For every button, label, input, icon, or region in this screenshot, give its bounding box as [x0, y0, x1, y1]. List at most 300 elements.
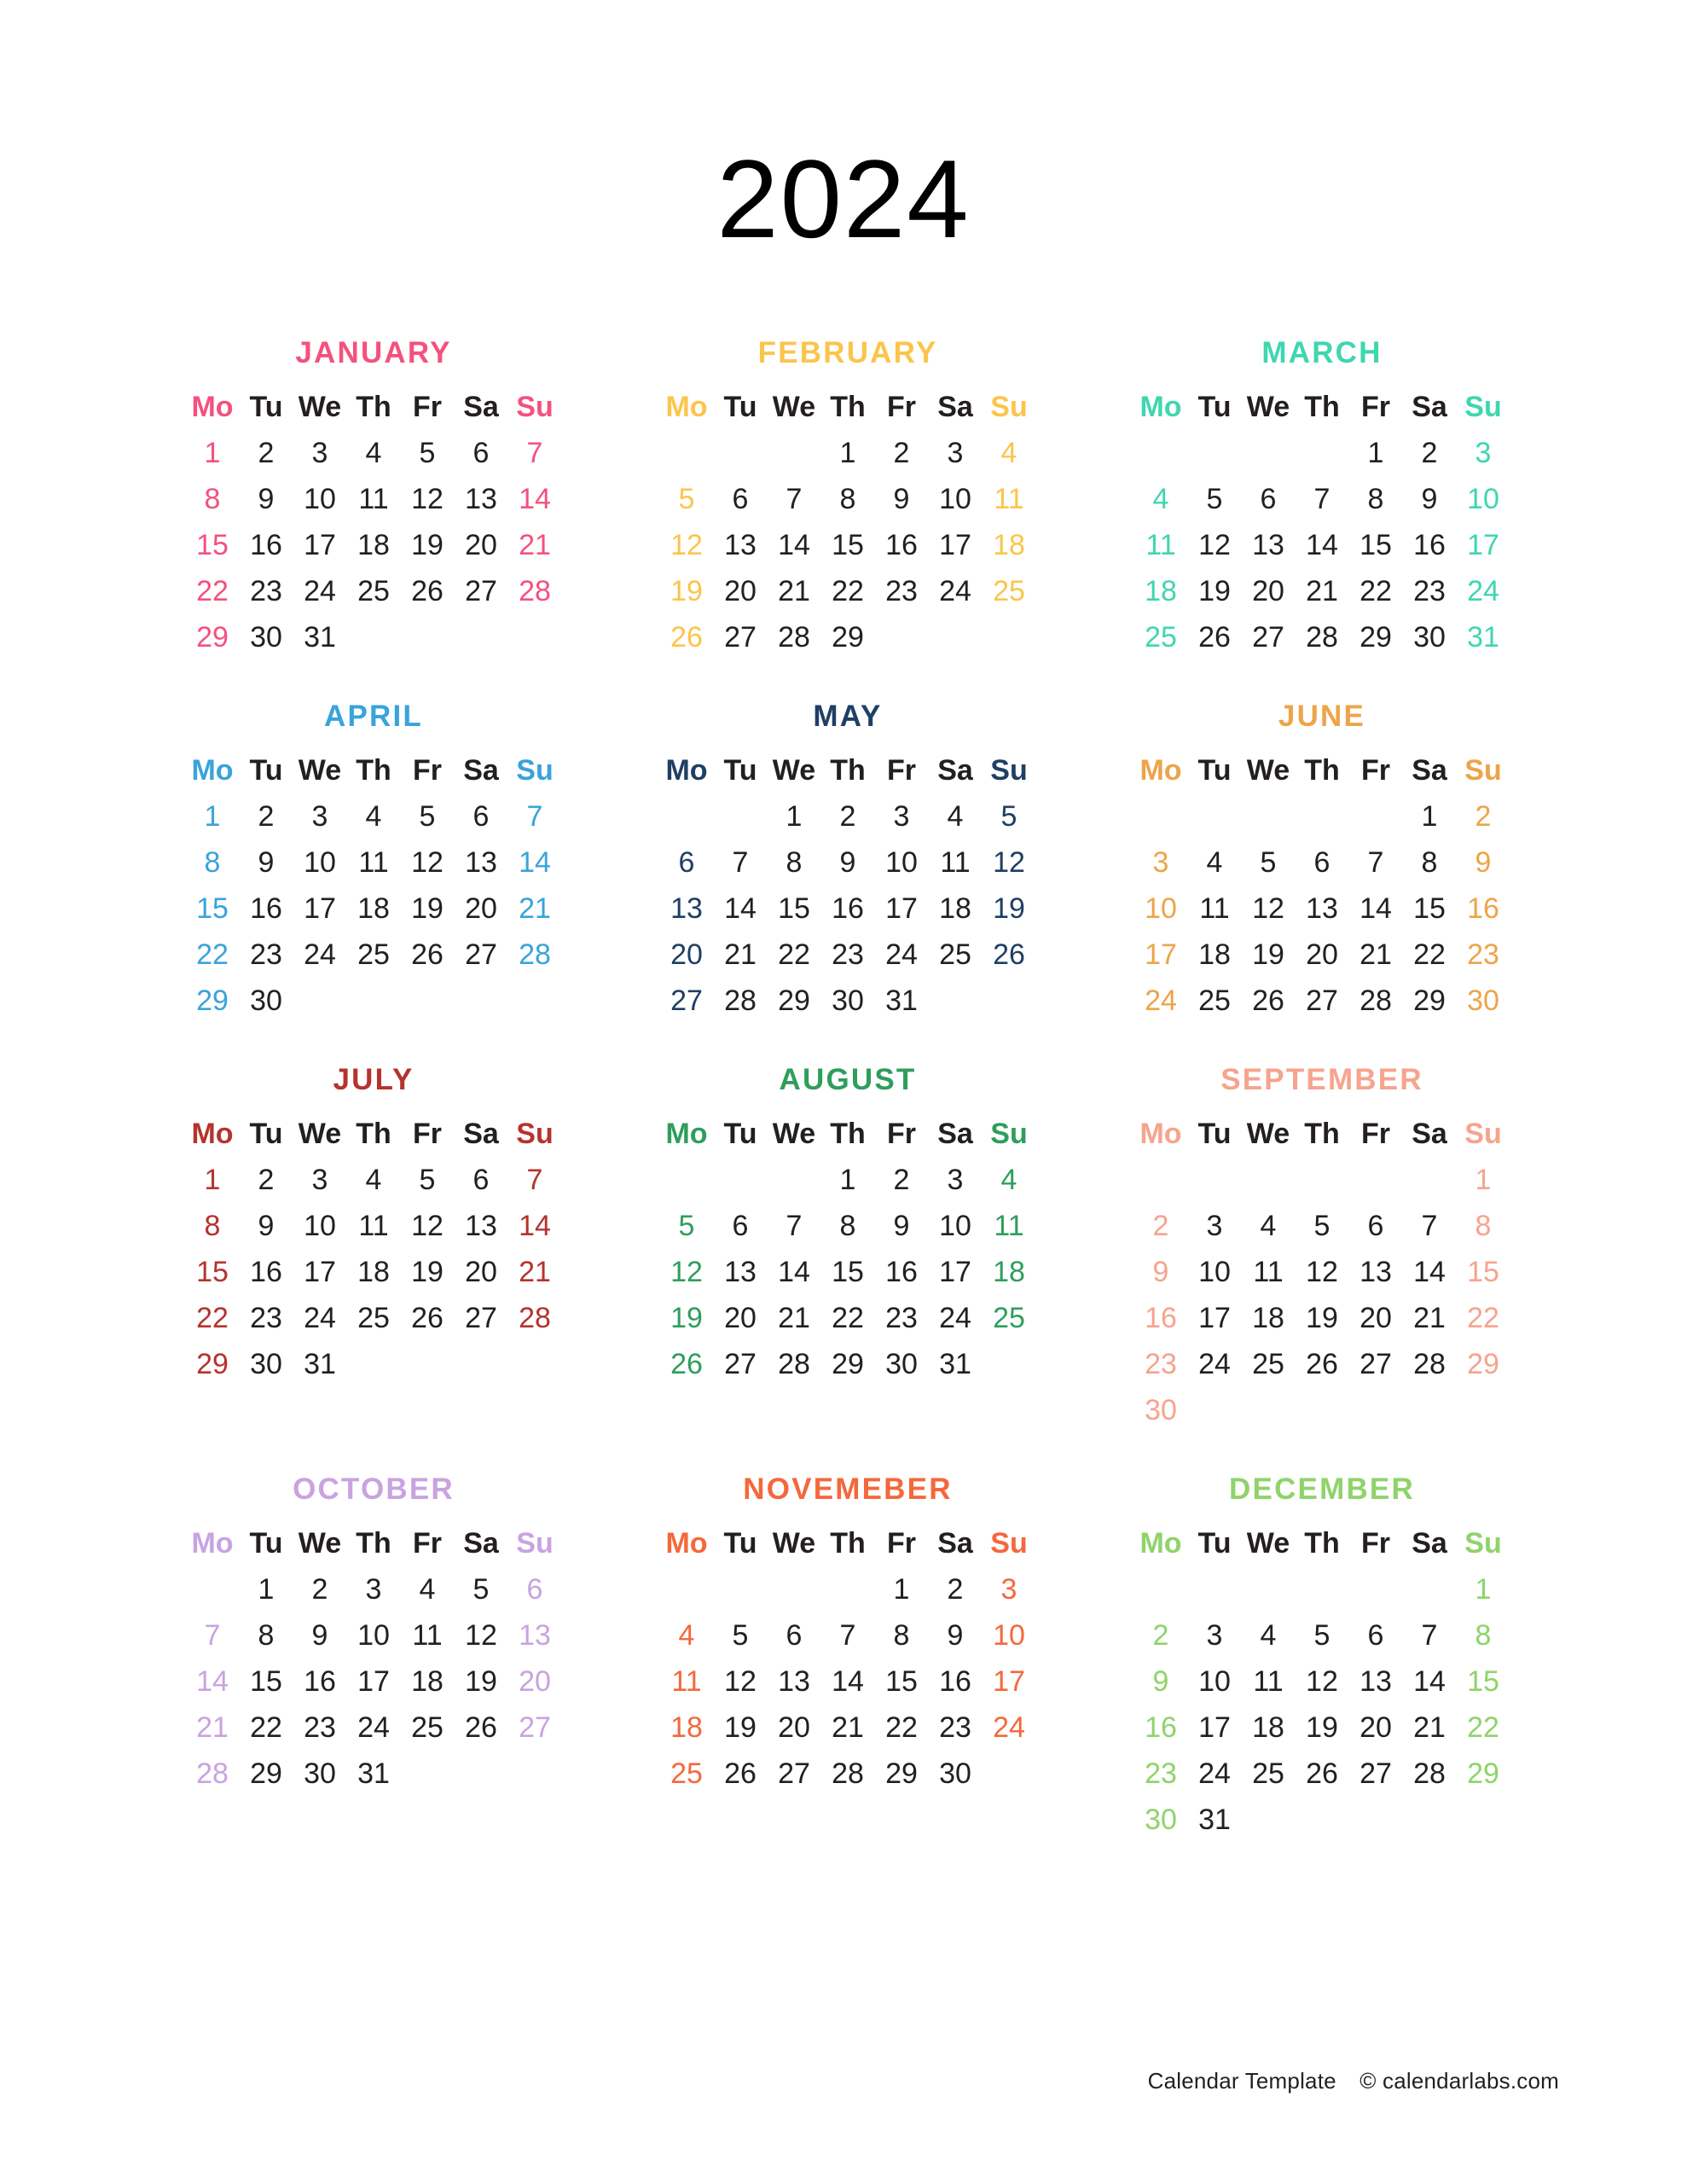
day-cell: 30	[250, 1347, 282, 1380]
day-cell: 7	[786, 482, 803, 515]
day-cell-empty	[821, 1566, 875, 1612]
day-cell: 17	[1198, 1301, 1231, 1334]
weekday-header: Su	[516, 1117, 554, 1150]
week-row	[660, 1295, 1036, 1341]
day-cell: 28	[724, 984, 757, 1017]
month-block	[611, 700, 1085, 1024]
month-block	[1085, 1472, 1559, 1843]
day-cell: 10	[304, 845, 336, 879]
day-cell: 8	[1367, 482, 1384, 515]
weekday-header: Mo	[665, 1526, 708, 1560]
weekday-header: Tu	[723, 753, 757, 787]
weekday-header: Fr	[1361, 1117, 1390, 1150]
weekday-header: Sa	[1412, 1526, 1447, 1560]
day-cell: 6	[1367, 1209, 1384, 1242]
day-cell: 1	[204, 436, 221, 469]
day-cell: 2	[839, 799, 856, 833]
day-cell: 16	[304, 1664, 336, 1698]
weekday-header: Tu	[723, 1526, 757, 1560]
day-cell: 19	[411, 892, 443, 925]
month-block	[611, 1472, 1085, 1843]
day-cell: 24	[304, 574, 336, 607]
day-cell: 6	[732, 482, 749, 515]
day-cell: 20	[724, 574, 757, 607]
day-cell: 11	[994, 482, 1024, 515]
weekday-header: Th	[356, 390, 391, 423]
week-row	[1134, 793, 1510, 839]
day-cell: 21	[832, 1711, 864, 1744]
weekday-header: Mo	[191, 1526, 234, 1560]
day-cell-empty	[1349, 1387, 1403, 1433]
day-cell: 6	[678, 845, 695, 879]
day-cell: 28	[519, 574, 551, 607]
week-row	[660, 932, 1036, 978]
day-cell: 21	[1413, 1301, 1446, 1334]
day-cell: 5	[419, 799, 436, 833]
weekday-header: We	[298, 390, 342, 423]
week-row	[186, 1612, 562, 1658]
day-cell: 1	[1475, 1163, 1492, 1196]
day-cell: 14	[519, 482, 551, 515]
weekday-header: Sa	[463, 753, 499, 787]
day-cell-empty	[983, 1341, 1036, 1387]
day-cell: 24	[304, 938, 336, 971]
day-cell: 29	[1467, 1347, 1499, 1380]
week-row	[1134, 614, 1510, 660]
day-cell-empty	[983, 614, 1036, 660]
day-cell: 5	[1000, 799, 1017, 833]
day-cell: 4	[1152, 482, 1169, 515]
day-cell: 18	[411, 1664, 443, 1698]
day-cell: 19	[1306, 1711, 1338, 1744]
month-block	[136, 1063, 611, 1433]
month-title: JULY	[333, 1063, 415, 1096]
day-cell: 14	[832, 1664, 864, 1698]
weekday-header-row	[660, 384, 1036, 430]
day-cell: 15	[196, 528, 229, 561]
weekday-header: Th	[830, 1526, 866, 1560]
day-cell: 6	[786, 1618, 803, 1652]
weekday-header-row	[186, 1111, 562, 1157]
day-cell: 19	[411, 1255, 443, 1288]
day-cell: 31	[885, 984, 918, 1017]
day-cell-empty	[1134, 1566, 1188, 1612]
day-cell: 4	[1000, 1163, 1017, 1196]
day-cell: 3	[1206, 1618, 1223, 1652]
day-cell: 9	[893, 1209, 910, 1242]
day-cell: 8	[1475, 1618, 1492, 1652]
day-cell: 4	[1206, 845, 1223, 879]
day-cell: 12	[724, 1664, 757, 1698]
week-row	[186, 476, 562, 522]
week-row	[1134, 1612, 1510, 1658]
day-cell: 17	[357, 1664, 390, 1698]
week-row	[186, 839, 562, 886]
week-row	[660, 614, 1036, 660]
day-cell: 4	[947, 799, 964, 833]
day-cell: 24	[1467, 574, 1499, 607]
day-cell: 11	[358, 1209, 389, 1242]
day-cell: 28	[1359, 984, 1392, 1017]
day-cell-empty	[768, 430, 821, 476]
day-cell-empty	[1188, 430, 1242, 476]
day-cell: 15	[1467, 1255, 1499, 1288]
day-cell: 1	[839, 436, 856, 469]
day-cell-empty	[1242, 1157, 1296, 1203]
day-cell: 19	[670, 574, 703, 607]
day-cell: 2	[311, 1572, 328, 1606]
day-cell: 24	[885, 938, 918, 971]
weekday-header: We	[1246, 390, 1290, 423]
day-cell: 25	[993, 1301, 1025, 1334]
weekday-header: Th	[356, 753, 391, 787]
month-table	[660, 747, 1036, 1024]
day-cell-empty	[455, 614, 508, 660]
day-cell: 11	[412, 1618, 443, 1652]
week-row	[1134, 1751, 1510, 1797]
day-cell-empty	[660, 1566, 714, 1612]
day-cell-empty	[508, 978, 562, 1024]
week-row	[186, 1751, 562, 1797]
day-cell: 16	[885, 1255, 918, 1288]
day-cell: 22	[1467, 1711, 1499, 1744]
weekday-header: Tu	[249, 1117, 283, 1150]
day-cell: 4	[419, 1572, 436, 1606]
weekday-header: Fr	[887, 390, 916, 423]
day-cell: 5	[678, 482, 695, 515]
day-cell-empty	[983, 978, 1036, 1024]
month-title: DECEMBER	[1229, 1472, 1415, 1506]
month-block	[611, 336, 1085, 660]
day-cell-empty	[768, 1157, 821, 1203]
day-cell: 12	[465, 1618, 497, 1652]
day-cell: 2	[1475, 799, 1492, 833]
day-cell: 26	[411, 574, 443, 607]
month-title: SEPTEMBER	[1220, 1063, 1423, 1096]
day-cell: 14	[1306, 528, 1338, 561]
weekday-header-row	[660, 1111, 1036, 1157]
day-cell: 12	[411, 482, 443, 515]
day-cell: 22	[196, 938, 229, 971]
day-cell: 3	[1000, 1572, 1017, 1606]
day-cell: 9	[839, 845, 856, 879]
month-title: AUGUST	[779, 1063, 917, 1096]
week-row	[1134, 1203, 1510, 1249]
day-cell: 18	[939, 892, 971, 925]
day-cell: 7	[786, 1209, 803, 1242]
day-cell: 23	[1413, 574, 1446, 607]
day-cell: 15	[196, 892, 229, 925]
day-cell: 29	[196, 984, 229, 1017]
week-row	[1134, 1341, 1510, 1387]
day-cell: 20	[778, 1711, 810, 1744]
month-table	[1134, 1111, 1510, 1433]
weekday-header-row	[186, 747, 562, 793]
day-cell: 14	[778, 528, 810, 561]
day-cell: 27	[670, 984, 703, 1017]
day-cell: 20	[465, 528, 497, 561]
weekday-header: Sa	[1412, 1117, 1447, 1150]
day-cell: 21	[1306, 574, 1338, 607]
day-cell: 10	[939, 482, 971, 515]
weekday-header: Su	[1464, 1526, 1502, 1560]
week-row	[1134, 568, 1510, 614]
day-cell: 8	[258, 1618, 275, 1652]
weekday-header: We	[1246, 1117, 1290, 1150]
day-cell: 6	[526, 1572, 543, 1606]
day-cell: 16	[250, 892, 282, 925]
week-row	[1134, 978, 1510, 1024]
week-row	[660, 886, 1036, 932]
day-cell: 30	[1467, 984, 1499, 1017]
day-cell: 8	[839, 482, 856, 515]
day-cell: 23	[1145, 1757, 1177, 1790]
weekday-header-row	[660, 1520, 1036, 1566]
day-cell: 4	[1260, 1209, 1277, 1242]
weekday-header: Su	[516, 753, 554, 787]
week-row	[660, 568, 1036, 614]
day-cell: 18	[357, 528, 390, 561]
weekday-header: Su	[1464, 1117, 1502, 1150]
day-cell: 30	[250, 620, 282, 653]
month-block	[136, 1472, 611, 1843]
day-cell: 16	[939, 1664, 971, 1698]
day-cell: 7	[204, 1618, 221, 1652]
weekday-header: Sa	[937, 753, 973, 787]
footer-credit: © calendarlabs.com	[1359, 2068, 1559, 2094]
day-cell: 4	[1000, 436, 1017, 469]
day-cell: 29	[196, 620, 229, 653]
weekday-header-row	[1134, 747, 1510, 793]
weekday-header: Fr	[1361, 753, 1390, 787]
day-cell: 7	[1421, 1209, 1438, 1242]
day-cell: 12	[411, 1209, 443, 1242]
month-title: MAY	[813, 700, 883, 733]
day-cell: 15	[885, 1664, 918, 1698]
day-cell: 11	[1253, 1255, 1284, 1288]
weekday-header: Mo	[191, 1117, 234, 1150]
day-cell: 17	[939, 1255, 971, 1288]
weekday-header: Su	[516, 390, 554, 423]
day-cell: 9	[1152, 1664, 1169, 1698]
weekday-header: Su	[990, 1117, 1028, 1150]
day-cell: 31	[304, 1347, 336, 1380]
day-cell: 29	[1359, 620, 1392, 653]
week-row	[1134, 1387, 1510, 1433]
day-cell: 13	[465, 845, 497, 879]
day-cell: 8	[204, 1209, 221, 1242]
weekday-header: Su	[516, 1526, 554, 1560]
weekday-header: Mo	[665, 1117, 708, 1150]
day-cell: 30	[250, 984, 282, 1017]
day-cell: 17	[304, 528, 336, 561]
day-cell: 17	[304, 892, 336, 925]
day-cell-empty	[455, 1341, 508, 1387]
day-cell: 4	[365, 436, 382, 469]
day-cell: 14	[1413, 1664, 1446, 1698]
day-cell-empty	[1403, 1157, 1457, 1203]
day-cell: 20	[465, 1255, 497, 1288]
weekday-header-row	[186, 384, 562, 430]
footer-template-label: Calendar Template	[1147, 2068, 1336, 2094]
day-cell: 3	[1152, 845, 1169, 879]
day-cell: 28	[1413, 1757, 1446, 1790]
day-cell: 17	[304, 1255, 336, 1288]
day-cell: 25	[993, 574, 1025, 607]
day-cell: 9	[258, 482, 275, 515]
weekday-header: Tu	[723, 1117, 757, 1150]
day-cell: 9	[258, 1209, 275, 1242]
weekday-header: Su	[990, 753, 1028, 787]
weekday-header: Sa	[1412, 753, 1447, 787]
month-table	[186, 1111, 562, 1387]
day-cell: 6	[1260, 482, 1277, 515]
day-cell: 23	[250, 574, 282, 607]
week-row	[660, 1751, 1036, 1797]
weekday-header: Mo	[191, 390, 234, 423]
day-cell: 23	[832, 938, 864, 971]
day-cell: 10	[993, 1618, 1025, 1652]
day-cell: 31	[304, 620, 336, 653]
day-cell: 12	[670, 528, 703, 561]
day-cell: 20	[465, 892, 497, 925]
day-cell: 16	[832, 892, 864, 925]
day-cell: 20	[1306, 938, 1338, 971]
week-row	[186, 614, 562, 660]
week-row	[660, 1612, 1036, 1658]
day-cell: 13	[465, 482, 497, 515]
week-row	[660, 430, 1036, 476]
weekday-header: Th	[830, 753, 866, 787]
day-cell: 19	[1252, 938, 1284, 971]
day-cell: 22	[885, 1711, 918, 1744]
day-cell: 17	[1467, 528, 1499, 561]
day-cell: 21	[519, 1255, 551, 1288]
day-cell: 27	[465, 574, 497, 607]
week-row	[1134, 476, 1510, 522]
day-cell: 1	[786, 799, 803, 833]
day-cell: 1	[1475, 1572, 1492, 1606]
day-cell: 7	[1367, 845, 1384, 879]
day-cell: 10	[1198, 1255, 1231, 1288]
day-cell-empty	[714, 1157, 768, 1203]
day-cell: 7	[839, 1618, 856, 1652]
day-cell: 14	[519, 1209, 551, 1242]
day-cell: 7	[526, 436, 543, 469]
day-cell: 28	[1413, 1347, 1446, 1380]
day-cell: 13	[519, 1618, 551, 1652]
day-cell-empty	[1134, 430, 1188, 476]
day-cell: 15	[832, 528, 864, 561]
day-cell: 8	[786, 845, 803, 879]
day-cell: 21	[778, 574, 810, 607]
month-table	[186, 384, 562, 660]
day-cell: 29	[1413, 984, 1446, 1017]
day-cell: 4	[365, 1163, 382, 1196]
weekday-header: We	[772, 1117, 816, 1150]
day-cell: 2	[1421, 436, 1438, 469]
day-cell: 18	[1145, 574, 1177, 607]
day-cell-empty	[1403, 1566, 1457, 1612]
week-row	[1134, 932, 1510, 978]
weekday-header: Fr	[887, 1526, 916, 1560]
day-cell: 26	[993, 938, 1025, 971]
day-cell: 3	[311, 436, 328, 469]
day-cell: 22	[196, 1301, 229, 1334]
week-row	[660, 1566, 1036, 1612]
day-cell: 25	[357, 574, 390, 607]
day-cell: 18	[357, 892, 390, 925]
day-cell-empty	[1349, 1797, 1403, 1843]
months-grid	[0, 336, 1687, 1843]
day-cell: 23	[304, 1711, 336, 1744]
weekday-header: Th	[1304, 390, 1340, 423]
day-cell: 14	[724, 892, 757, 925]
day-cell: 7	[1313, 482, 1330, 515]
day-cell: 8	[1421, 845, 1438, 879]
day-cell: 12	[1306, 1255, 1338, 1288]
day-cell-empty	[401, 1751, 455, 1797]
day-cell-empty	[1134, 793, 1188, 839]
week-row	[660, 978, 1036, 1024]
week-row	[660, 1658, 1036, 1705]
day-cell-empty	[1242, 793, 1296, 839]
day-cell: 25	[1252, 1757, 1284, 1790]
day-cell-empty	[293, 978, 347, 1024]
day-cell: 16	[1413, 528, 1446, 561]
month-table	[186, 747, 562, 1024]
day-cell: 27	[724, 1347, 757, 1380]
weekday-header: Su	[990, 1526, 1028, 1560]
week-row	[1134, 1157, 1510, 1203]
day-cell: 22	[1413, 938, 1446, 971]
day-cell-empty	[401, 978, 455, 1024]
day-cell: 5	[1206, 482, 1223, 515]
day-cell: 28	[519, 938, 551, 971]
week-row	[186, 978, 562, 1024]
weekday-header: Su	[990, 390, 1028, 423]
day-cell-empty	[768, 1566, 821, 1612]
day-cell-empty	[186, 1566, 240, 1612]
month-table	[1134, 1520, 1510, 1843]
week-row	[660, 1705, 1036, 1751]
day-cell: 19	[670, 1301, 703, 1334]
day-cell: 7	[1421, 1618, 1438, 1652]
day-cell-empty	[1242, 1387, 1296, 1433]
day-cell: 7	[526, 1163, 543, 1196]
month-table	[660, 1520, 1036, 1797]
weekday-header: Sa	[463, 390, 499, 423]
day-cell-empty	[347, 978, 401, 1024]
day-cell-empty	[660, 1157, 714, 1203]
day-cell: 1	[1367, 436, 1384, 469]
week-row	[186, 568, 562, 614]
day-cell: 24	[1198, 1757, 1231, 1790]
day-cell: 25	[411, 1711, 443, 1744]
week-row	[660, 1341, 1036, 1387]
week-row	[660, 1203, 1036, 1249]
weekday-header: We	[1246, 1526, 1290, 1560]
day-cell: 16	[250, 528, 282, 561]
day-cell: 12	[1252, 892, 1284, 925]
day-cell-empty	[1188, 793, 1242, 839]
day-cell: 23	[939, 1711, 971, 1744]
day-cell: 10	[1145, 892, 1177, 925]
day-cell: 24	[357, 1711, 390, 1744]
day-cell: 2	[893, 1163, 910, 1196]
day-cell-empty	[508, 1341, 562, 1387]
day-cell: 19	[411, 528, 443, 561]
